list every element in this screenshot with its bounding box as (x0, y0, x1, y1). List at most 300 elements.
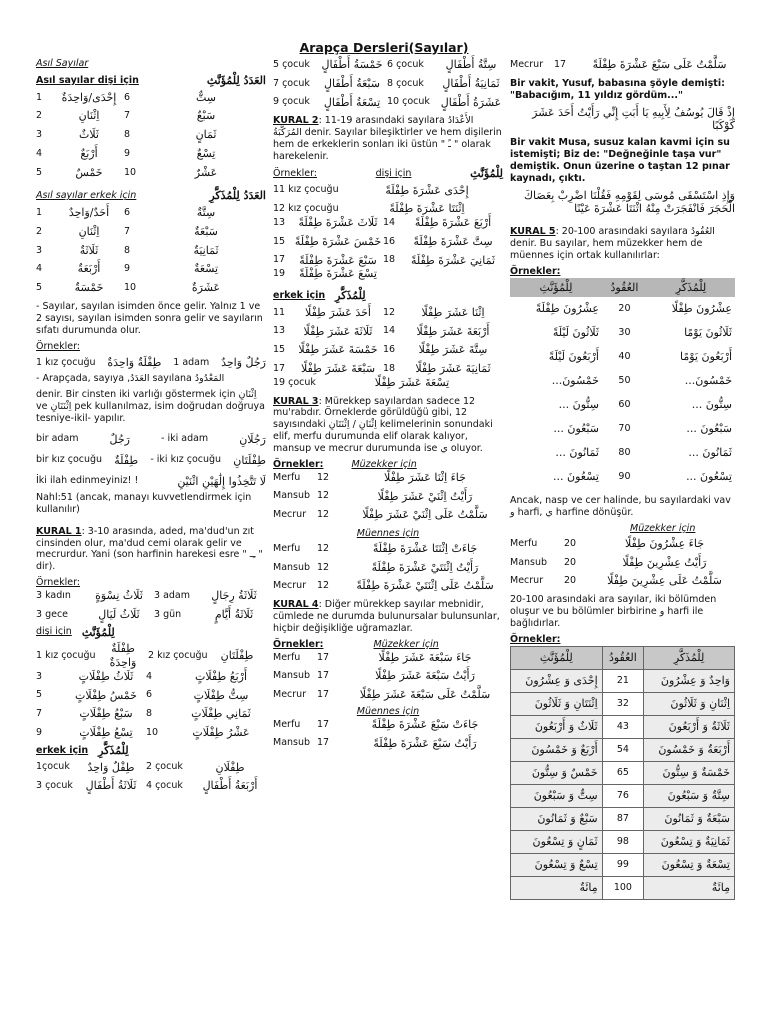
arabic-text: جَاءَتْ اِثْنَتَا عَشْرَةَ طِفْلَةً (372, 541, 478, 555)
label-text: Mecrur (273, 509, 307, 521)
table-header-row (510, 278, 735, 298)
table-cell: خَمْسَةٌ وَ سِتُّونَ (644, 761, 735, 784)
label-text: 9 (36, 726, 43, 738)
table-cell: خَمْسُونَ... (684, 374, 732, 388)
male-heading (36, 744, 266, 758)
label-text: 19 (273, 268, 286, 280)
label-text: 12 (317, 561, 330, 573)
table-row (510, 297, 735, 321)
female-top-row (36, 642, 266, 670)
arabic-text: سَلَّمْتُ عَلَى اِثْنَتَيْ عَشْرَةَ طِفْلَةً (356, 579, 494, 593)
label-text: 9 (124, 147, 131, 159)
table-cell: 20 (618, 303, 631, 315)
label-text: 11 kız çocuğu (273, 184, 339, 196)
ara-paragraph: 20-100 arasındaki ara sayılar, iki bölümden oluşur ve bu bölümler birbirine و harfi ile bağlıdırlar. (510, 594, 717, 629)
arabic-text: سَبْعٌ (196, 109, 216, 123)
table-cell: أَرْبَعَةٌ وَ خَمْسُونَ (644, 738, 735, 761)
table-cell: سَبْعُونَ ... (553, 422, 599, 436)
examples-heading (273, 459, 503, 471)
label-text: 4 çocuk (146, 780, 183, 792)
table-cell: تِسْعُونَ ... (686, 470, 732, 484)
female-numbers-list (36, 91, 266, 180)
column-header: لِلْمُؤَنَّثِ (511, 646, 603, 669)
table-row (511, 830, 735, 853)
arabic-text: تِسْعَةٌ (193, 262, 219, 276)
column-header: لِلْمُذَكَّرِ (647, 278, 735, 298)
yusuf-text: Bir vakit, Yusuf, babasına şöyle demişti: "Babacığım, 11 yıldız gördüm..." (510, 77, 725, 101)
arabic-text: سَلَّمْتُ عَلَى سَبْعَةَ عَشَرَ طِفْلًا (359, 688, 491, 702)
example-row (36, 429, 266, 450)
table-body (510, 297, 735, 489)
example-row (36, 471, 266, 492)
table-row (511, 853, 735, 876)
example-ar: طِفْلَةٌ (114, 453, 139, 467)
label-text: 14 (383, 216, 396, 228)
arabic-text: سِتَّةٌ (196, 206, 216, 220)
arabic-text: ثَمَانِيَةُ أَطْفَالٍ (442, 76, 500, 90)
heading-arabic: العَدَدُ لِلْمُذَكَّرِ (209, 189, 266, 203)
kural-5-examples (510, 537, 735, 588)
example-ar: طِفْلَةٌ وَاحِدَةٌ (107, 356, 162, 369)
arabic-text: عَشَرَةٌ (191, 281, 221, 295)
examples-label: Örnekler: (510, 265, 561, 277)
kural-1-paragraph (36, 526, 266, 574)
examples-heading (273, 167, 503, 181)
table-row (510, 417, 735, 441)
label-text: Mansub (273, 490, 311, 502)
example-ar: رَجُلٌ وَاحِدٌ (221, 356, 266, 369)
label-text: 5 (36, 689, 43, 701)
label-text: Merfu (273, 542, 301, 554)
arabic-text: سِتُّ طِفْلَاتٍ (193, 688, 249, 702)
example-ar: لَا تَتَّخِذُوا إِلَٰهَيْنِ اثْنَيْنِ (177, 474, 266, 488)
label-text: 4 (36, 147, 43, 159)
table-header-row (511, 646, 735, 669)
label-text: 17 (273, 362, 286, 374)
arabic-text: تِسْعَ عَشْرَةَ طِفْلَةً (299, 267, 377, 281)
kural-2-male-19 (273, 376, 503, 390)
table-cell: خَمْسُونَ... (551, 374, 599, 388)
page-title: Arapça Dersleri(Sayılar) (299, 40, 469, 55)
label-text: Mansub (273, 737, 311, 749)
example-tr: İki ilah edinmeyiniz! ! (36, 475, 139, 487)
section-heading: Asıl Sayılar (36, 58, 89, 69)
arabic-text: ثَمَانِيَةٌ (193, 243, 219, 257)
arabic-text: اِثْنَا عَشَرَ طِفْلًا (421, 305, 485, 319)
kural-label: KURAL 3 (273, 395, 319, 407)
female-numbers-heading (36, 74, 266, 88)
table-cell: 50 (618, 375, 631, 387)
arabic-text: ثَمَانٍ (195, 128, 217, 142)
arabic-text: إِحْدَى عَشْرَةَ طِفْلَةً (385, 183, 469, 197)
arabic-text: اِثْنَتَا عَشْرَةَ طِفْلَةً (389, 202, 465, 216)
table-cell: ثَمَانُونَ ... (555, 446, 599, 460)
arabic-text: سَبْعَةُ أَطْفَالٍ (324, 76, 380, 90)
label-text: 17 (273, 254, 286, 266)
heading-label: Müzekker için (373, 638, 439, 650)
arabic-text: عَشَرَةُ أَطْفَالٍ (440, 95, 502, 109)
label-text: 3 adam (154, 589, 190, 601)
arabic-text: أَرْبَعُ طِفْلَاتٍ (194, 669, 248, 683)
table-row (510, 321, 735, 345)
table-row (510, 441, 735, 465)
label-text: 12 (317, 471, 330, 483)
table-cell: وَاحِدٌ وَ عِشْرُونَ (644, 669, 735, 692)
column-right (510, 58, 735, 900)
label-text: Merfu (273, 718, 301, 730)
label-text: 13 (273, 216, 286, 228)
table-cell: سَبْعُونَ ... (686, 422, 732, 436)
arabic-text: أَحَدٌ/وَاحِدٌ (68, 206, 110, 220)
kural-2-paragraph (273, 115, 503, 163)
arabic-text: طِفْلٌ وَاحِدٌ (87, 760, 135, 774)
arabic-text: جَاءَ اِثْنَا عَشَرَ طِفْلًا (384, 470, 466, 484)
label-text: 3 kadın (36, 589, 71, 601)
table-cell: خَمْسٌ وَ سِتُّونَ (511, 761, 603, 784)
label-text: 4 (146, 670, 153, 682)
label-text: 6 (146, 689, 153, 701)
label-text: Mecrur (273, 689, 307, 701)
table-row (511, 784, 735, 807)
kural-text: : 20-100 arasındaki sayılara العُقُودُ denir. Bu sayılar, hem müzekker hem de müennes için ortak kullanılırlar: (510, 226, 715, 261)
table-row (510, 393, 735, 417)
arabic-text: ثَمَانِي طِفْلَاتٍ (191, 707, 251, 721)
arabic-text: رَأَيْتُ سَبْعَةَ عَشَرَ طِفْلًا (375, 669, 475, 683)
arabic-text: خَمْسَ عَشْرَةَ طِفْلَةً (294, 234, 382, 248)
arabic-text: سَبْعَةٌ (194, 224, 218, 238)
arabic-text: ثَلَاثُ لَيَالٍ (98, 607, 140, 621)
label-text: 6 (124, 207, 131, 219)
label-text: 19 çocuk (273, 376, 316, 388)
label-text: 5 (36, 282, 43, 294)
arabic-text: أَرْبَعَ عَشْرَةَ طِفْلَةً (414, 216, 492, 229)
label-text: 1 (36, 91, 43, 103)
label-text: 20 (564, 537, 577, 549)
arabic-text: أَرْبَعَةٌ (77, 262, 101, 276)
arabic-text: إِحْدَى/وَاحِدَةٌ (61, 90, 117, 104)
heading-label: erkek için (36, 744, 89, 756)
arabic-text: رَأَيْتُ عِشْرِينَ طِفْلًا (622, 555, 707, 569)
note-paragraph: Nahl:51 (ancak, manayı kuvvetlendirmek için kullanılır) (36, 491, 252, 515)
heading-label: erkek için (273, 289, 326, 301)
heading-arabic: لِلْمُذَكَّرِ (98, 743, 129, 757)
table-row (510, 345, 735, 369)
heading-arabic: لِلْمُؤَنَّثِ (81, 625, 115, 639)
example-ar: رَجُلٌ (109, 432, 130, 446)
table-row (511, 876, 735, 899)
label-text: 8 (124, 244, 131, 256)
label-text: 17 (317, 718, 330, 730)
arabic-text: خَمْسٌ (75, 165, 103, 179)
label-text: 10 (146, 726, 159, 738)
table-cell: ثَلَاثَةٌ وَ أَرْبَعُونَ (644, 715, 735, 738)
table-cell: سِتَّةٌ وَ سَبْعُونَ (644, 784, 735, 807)
label-text: 3 (36, 670, 43, 682)
label-text: 12 kız çocuğu (273, 203, 339, 215)
arabic-text: ثَلَاثَةُ رِجَالٍ (211, 589, 257, 602)
column-header: لِلْمُذَكَّرِ (644, 646, 735, 669)
example-row (36, 352, 266, 373)
kural-4-female-list (273, 718, 503, 751)
table-cell: مِائَةٌ (511, 876, 603, 899)
arabic-text: تِسْعٌ (196, 146, 216, 160)
table-row (511, 738, 735, 761)
arabic-text: طِفْلَةٌ وَاحِدَةٌ (109, 642, 137, 669)
label-text: 3 (36, 129, 43, 141)
table-cell: أَرْبَعُونَ يَوْمًا (680, 350, 732, 364)
table-cell: 40 (618, 351, 631, 363)
table-cell: 80 (618, 447, 631, 459)
kural-2-female-list (273, 216, 503, 267)
table-cell: اِثْنَتَانِ وَ ثَلَاثُونَ (511, 692, 603, 715)
label-text: 3 (36, 244, 43, 256)
kural-label: KURAL 2 (273, 115, 319, 127)
table-cell: 70 (618, 423, 631, 435)
label-text: 3 gün (154, 608, 182, 620)
label-text: 7 çocuk (273, 77, 310, 89)
table-row (511, 692, 735, 715)
arabic-text: أَحَدَ عَشَرَ طِفْلًا (305, 305, 371, 319)
label-text: 10 (124, 282, 137, 294)
female-counted-list (36, 670, 266, 740)
decades-table (510, 278, 735, 490)
example-tr: bir adam (36, 433, 79, 445)
arabic-text: تِسْعُ طِفْلَاتٍ (79, 726, 133, 739)
label-text: 16 (383, 344, 396, 356)
heading-label: Asıl sayılar erkek için (36, 190, 137, 202)
heading-arabic: العَدَدُ لِلْمُؤَنَّثِ (206, 73, 266, 87)
table-cell: ثَمَانُونَ ... (688, 446, 732, 460)
label-text: Mansub (510, 556, 548, 568)
table-cell: ثَمَانٍ وَ تِسْعُونَ (511, 830, 603, 853)
musa-arabic: وَإِذِ اسْتَسْقَى مُوسَى لِقَوْمِهِ فَقُلْنَا اضْرِبْ بِعَصَاكَ الْحَجَرَ فَانْفَجَرَتْ مِنْهُ اثْنَتَا عَشْرَةَ عَيْنًا (523, 188, 735, 216)
arabic-text: سِتَّةَ عَشَرَ طِفْلًا (418, 343, 488, 357)
heading-label: Müzekker için (630, 523, 696, 534)
table-cell: 76 (602, 784, 644, 807)
examples-heading (273, 639, 503, 651)
arabic-text: رَأَيْتُ اِثْنَتَيْ عَشْرَةَ طِفْلَةً (371, 560, 479, 574)
arabic-text: سِتَّ عَشْرَةَ طِفْلَةً (413, 234, 493, 248)
label-text: 12 (317, 542, 330, 554)
examples-label: Örnekler: (36, 577, 81, 589)
label-text: 17 (554, 58, 567, 70)
heading-label: Müzekker için (351, 458, 417, 470)
label-text: 17 (317, 737, 330, 749)
table-cell: ثَلَاثُونَ يَوْمًا (684, 326, 732, 340)
label-text: 8 çocuk (387, 77, 424, 89)
kural-2-male-list (273, 306, 503, 376)
table-cell: أَرْبَعُونَ لَيْلَةً (548, 350, 599, 364)
arabic-text: جَاءَتْ سَبْعَ عَشْرَةَ طِفْلَةً (371, 717, 479, 731)
label-text: 14 (383, 325, 396, 337)
arabic-text: عَشْرُ طِفْلَاتٍ (192, 726, 250, 739)
arabic-text: تِسْعَةَ عَشَرَ طِفْلًا (374, 375, 450, 389)
label-text: 7 (124, 110, 131, 122)
table-cell: اِثْنَانِ وَ ثَلَاثُونَ (644, 692, 735, 715)
label-text: 2 kız çocuğu (148, 650, 208, 662)
label-text: 9 (124, 263, 131, 275)
table-cell: 65 (602, 761, 644, 784)
label-text: 1çocuk (36, 761, 70, 773)
table-cell: 99 (602, 853, 644, 876)
arabic-text: جَاءَ سَبْعَةَ عَشَرَ طِفْلًا (378, 650, 472, 664)
table-cell: تِسْعُونَ ... (553, 470, 599, 484)
male-heading (273, 289, 503, 303)
arabic-text: سِتٌّ (195, 90, 217, 104)
label-text: 7 (36, 708, 43, 720)
label-text: 3 çocuk (36, 780, 73, 792)
kural-3-paragraph (273, 396, 503, 455)
table-cell: مِائَةٌ (644, 876, 735, 899)
table-body (511, 669, 735, 899)
examples-label: Örnekler: (273, 167, 318, 179)
heading-label: Müennes için (356, 528, 420, 539)
column-header: لِلْمُؤَنَّثِ (510, 278, 602, 298)
table-row (510, 369, 735, 393)
arabic-text: ثَلَاثُ نِسْوَةٍ (95, 589, 143, 602)
female-heading (36, 626, 266, 640)
example-tr: - iki adam (161, 433, 209, 445)
arabic-text: أَرْبَعٌ (80, 146, 98, 160)
mecrur-top-row (510, 58, 735, 72)
arabic-text: خَمْسَةَ عَشَرَ طِفْلًا (298, 343, 378, 357)
column-left (36, 58, 266, 793)
table-row (511, 669, 735, 692)
arabic-text: ثَلَاثُ طِفْلَاتٍ (78, 669, 134, 683)
label-text: 1 (36, 207, 43, 219)
kural-3-female-list (273, 542, 503, 593)
label-text: 16 (383, 235, 396, 247)
arabic-text: رَأَيْتُ اِثْنَيْ عَشَرَ طِفْلًا (377, 489, 473, 503)
table-cell: ثَلَاثُونَ لَيْلَةً (552, 326, 599, 340)
table-cell: إِحْدَى وَ عِشْرُونَ (511, 669, 603, 692)
table-row (511, 715, 735, 738)
table-cell: أَرْبَعٌ وَ خَمْسُونَ (511, 738, 603, 761)
kural-5-paragraph (510, 226, 735, 262)
arabic-text: أَرْبَعَةُ أَطْفَالٍ (202, 779, 258, 793)
table-row (511, 761, 735, 784)
arabic-text: خَمْسَةُ أَطْفَالٍ (321, 58, 383, 71)
arabic-text: سَبْعُ طِفْلَاتٍ (79, 707, 133, 721)
nasp-paragraph: Ancak, nasp ve cer halinde, bu sayılardaki vav و harfi, ي harfine dönüşür. (510, 495, 731, 519)
label-text: Mansub (273, 561, 311, 573)
example-ar: رَجُلَانِ (239, 432, 266, 446)
table-cell: 87 (602, 807, 644, 830)
example-tr: 1 kız çocuğu (36, 356, 96, 368)
kural-text: : 3-10 arasında, aded, ma'dud'un zıt cinsinden olur, ma'dud cemi olarak gelir ve mecrurdur. Yani (son harfinin harekesi esre " ـِـ " dir). (36, 525, 263, 573)
label-text: Merfu (273, 651, 301, 663)
arabic-text: طِفْلَانِ (215, 760, 245, 774)
table-cell: عِشْرُونَ طِفْلًا (671, 302, 732, 316)
male-counted-list (36, 761, 266, 794)
arabic-text: أَرْبَعَةَ عَشَرَ طِفْلًا (416, 324, 490, 338)
label-text: 2 çocuk (146, 761, 183, 773)
label-text: Mecrur (273, 580, 307, 592)
arabic-text: عَشْرٌ (194, 165, 218, 179)
arabic-text: سَلَّمْتُ عَلَى عِشْرِينَ طِفْلًا (607, 574, 722, 588)
example-tr: bir kız çocuğu (36, 454, 103, 466)
arabic-text: خَمْسُ طِفْلَاتٍ (75, 688, 137, 702)
table-cell: 32 (602, 692, 644, 715)
compound-table (510, 646, 735, 900)
table-cell: 90 (618, 471, 631, 483)
label-text: 5 (36, 166, 43, 178)
label-text: 11 (273, 306, 286, 318)
examples-label: Örnekler: (36, 340, 81, 352)
table-cell: 54 (602, 738, 644, 761)
table-cell: 60 (618, 399, 631, 411)
label-text: 18 (383, 362, 396, 374)
arabic-text: ثَلَاثٌ (79, 128, 99, 142)
arabic-text: ثَمَانِيَةَ عَشَرَ طِفْلًا (415, 362, 491, 375)
rule-paragraph: - Sayılar, sayılan isimden önce gelir. Yalnız 1 ve 2 sayısı, sayılan isimden sonra gelir ve sayıların sıfatı durumunda olur. (36, 300, 263, 336)
arabic-text: سَبْعَ عَشْرَةَ طِفْلَةً (299, 253, 377, 267)
kural-label: KURAL 5 (510, 226, 556, 237)
kural-2-female-top (273, 184, 503, 217)
label-text: 18 (383, 254, 396, 266)
table-cell: سَبْعَةٌ وَ ثَمَانُونَ (644, 807, 735, 830)
heading-arabic: لِلْمُذَكَّرِ (335, 289, 366, 302)
arabic-text: تِسْعَةُ أَطْفَالٍ (323, 95, 381, 109)
arabic-text: ثَلَاثَةُ أَيَّامٍ (214, 607, 254, 621)
label-text: 5 çocuk (273, 58, 310, 70)
examples-label: Örnekler: (510, 633, 561, 645)
yusuf-arabic: إِذْ قَالَ يُوسُفُ لِأَبِيهِ يَا أَبَتِ إِنِّي رَأَيْتُ أَحَدَ عَشَرَ كَوْكَبًا (532, 105, 735, 133)
label-text: Mansub (273, 670, 311, 682)
label-text: 12 (383, 306, 396, 318)
arabic-text: ثَمَانِيَ عَشْرَةَ طِفْلَةً (410, 253, 496, 267)
heading-label: Müennes için (356, 705, 420, 717)
label-text: 2 (36, 110, 43, 122)
arabic-text: رَأَيْتُ سَبْعَ عَشْرَةَ طِفْلَةً (373, 736, 477, 750)
table-cell: 100 (602, 876, 644, 899)
muzekker-heading (510, 523, 735, 535)
label-text: 8 (124, 129, 131, 141)
label-text: 4 (36, 263, 43, 275)
table-row (511, 807, 735, 830)
label-text: 20 (564, 575, 577, 587)
label-text: 17 (317, 670, 330, 682)
kural-3-male-list (273, 471, 503, 522)
arabic-text: ثَلَاثَةُ أَطْفَالٍ (85, 779, 137, 793)
table-cell: 21 (602, 669, 644, 692)
label-text: 12 (317, 509, 330, 521)
table-cell: عِشْرُونَ طِفْلَةً (535, 302, 599, 316)
column-header: العُقُودُ (602, 646, 644, 669)
table-cell: ثَمَانِيَةٌ وَ تِسْعُونَ (644, 830, 735, 853)
heading-arabic: لِلْمُؤَنَّثِ (470, 166, 503, 180)
label-text: 15 (273, 344, 286, 356)
rule-paragraph: - Arapçada, sayıya ,العَدَدُ sayılana المَعْدُودُ (36, 373, 225, 385)
label-text: 10 (124, 166, 137, 178)
table-cell: سِتٌّ وَ سَبْعُونَ (511, 784, 603, 807)
label-text: 15 (273, 235, 286, 247)
heading-label: dişi için (36, 626, 72, 638)
label-text: 12 (317, 490, 330, 502)
label-text: 20 (564, 556, 577, 568)
rule-paragraph: denir. Bir cinsten iki varlığı göstermek için اِثْنَانِ ve اِثْنَتَانِ pek kullanılmaz, isim doğrudan doğruya tesniye-ikil- yapılır. (36, 389, 265, 424)
heading-label: dişi için (375, 167, 412, 179)
kural-text: : 11-19 arasındaki sayılara الأَعْدَادُ المُرَكَّبَةُ denir. Sayılar bileşiktirler ve hem dişilerin hem de erkeklerin sonları iki üstün " ـً " olarak harekelenir. (273, 115, 502, 162)
arabic-text: ثَلَاثَةَ عَشَرَ طِفْلًا (303, 324, 373, 338)
label-text: 6 çocuk (387, 58, 424, 70)
label-text: 8 (146, 708, 153, 720)
example-ar: طِفْلَتَانِ (233, 453, 266, 467)
heading-label: Asıl sayılar dişi için (36, 74, 139, 86)
example-row (36, 450, 266, 471)
label-text: 17 (317, 689, 330, 701)
table-cell: سَبْعٌ وَ ثَمَانُونَ (511, 807, 603, 830)
